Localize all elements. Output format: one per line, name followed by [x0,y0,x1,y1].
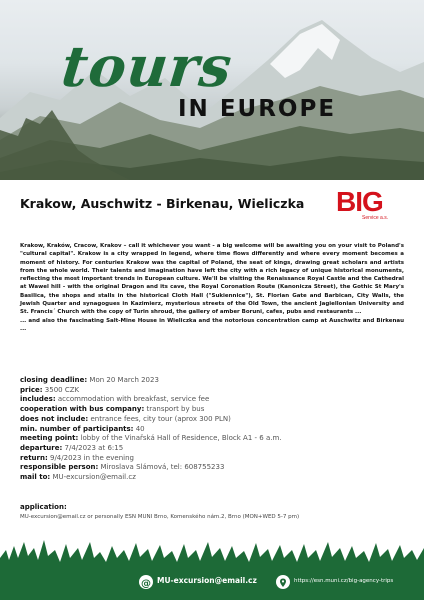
footer-website-link[interactable]: https://esn.muni.cz/big-agency-trips [294,578,394,584]
detail-not-included [20,415,410,425]
detail-value: Miroslava Slámová, tel: 608755233 [100,463,225,472]
detail-return [20,454,410,464]
detail-mail-to [20,473,410,483]
detail-closing-deadline [20,376,410,386]
footer-bar [0,566,424,600]
detail-label: does not include: [20,414,89,423]
detail-value: lobby of the Vinařská Hall of Residence, Block A1 - 6 a.m. [80,434,282,443]
page-title: Krakow, Auschwitz - Birkenau, Wieliczka [20,196,305,211]
footer-email-link[interactable]: MU-excursion@email.cz [157,576,257,585]
logo-subtitle: Service a.s. [362,215,389,221]
detail-value: entrance fees, city tour (aprox 300 PLN) [90,414,231,423]
at-sign-icon [139,575,153,589]
detail-label: price: [20,385,43,394]
description-paragraph: ... and also the fascinating Salt-Mine House in Wieliczka and the notorious concentration camp at Auschwitz and Birkenau ... [20,317,404,332]
hero-title-europe: IN EUROPE [178,96,337,122]
detail-label: min. number of participants: [20,424,134,433]
detail-value: transport by bus [146,405,205,414]
application-text: MU-excursion@email.cz or personally ESN MUNI Brno, Komenského nám.2, Brno (MON+WED 5-7 pm) [20,514,300,520]
hero-banner [0,0,424,180]
trip-details-list [20,376,410,483]
detail-value: 7/4/2023 at 6:15 [64,443,124,452]
hero-title-tours: tours [58,34,236,100]
description-paragraph: Krakow, Kraków, Cracow, Krakov – call it whichever you want - a big welcome will be awaiting you on your visit to Poland's "cultural capital". Krakow is a city wrapped in legend, where time flows differently and where every moment becomes a moment of history. For centuries Krakow was the capital of Poland, the seat of kings, drawing great scholars and artists from the whole world. Their talents and imagination have left the city with a rich legacy of unique historical monuments, reflecting the most important trends in European culture. We'll be visiting the Renaissance Royal Castle and the Cathedral at Wawel hill - with the original Dragon and its cave, the Royal Coronation Route (Kanonicza Street), the Gothic St Mary's Basilica, the shops and stalls in the historical Cloth Hall ("Sukiennice"), St. Florian Gate and Barbican, City Walls, the Jewish Quarter and synagogues in Kazimierz, mysterious streets of the Old Town, the ancient Jagiellonian University and St. Francis´ Church with the copy of Turin shroud, the gallery of amber Boruni, cafes, pubs and restaurants ... [20,243,404,316]
detail-label: return: [20,453,48,462]
detail-value: 9/4/2023 in the evening [50,453,134,462]
detail-label: includes: [20,395,56,404]
detail-bus-company [20,405,410,415]
detail-label: mail to: [20,473,51,482]
detail-label: departure: [20,443,63,452]
detail-min-participants [20,425,410,435]
detail-value: 40 [135,424,145,433]
detail-label: cooperation with bus company: [20,405,145,414]
detail-label: meeting point: [20,434,79,443]
detail-meeting-point [20,434,410,444]
application-label: application: [20,503,67,511]
detail-departure [20,444,410,454]
detail-price [20,386,410,396]
big-logo [336,186,402,224]
detail-includes [20,395,410,405]
detail-value-email[interactable]: MU-excursion@email.cz [52,473,136,482]
svg-text:@: @ [141,578,151,590]
location-pin-icon [276,575,290,589]
detail-responsible-person [20,463,410,473]
detail-value: accommodation with breakfast, service fee [57,395,210,404]
detail-value: Mon 20 March 2023 [89,376,159,384]
logo-word: BIG [336,186,383,217]
detail-label: responsible person: [20,463,99,472]
trip-description [20,242,404,333]
detail-value: 3500 CZK [44,385,80,394]
detail-label: closing deadline: [20,376,88,384]
